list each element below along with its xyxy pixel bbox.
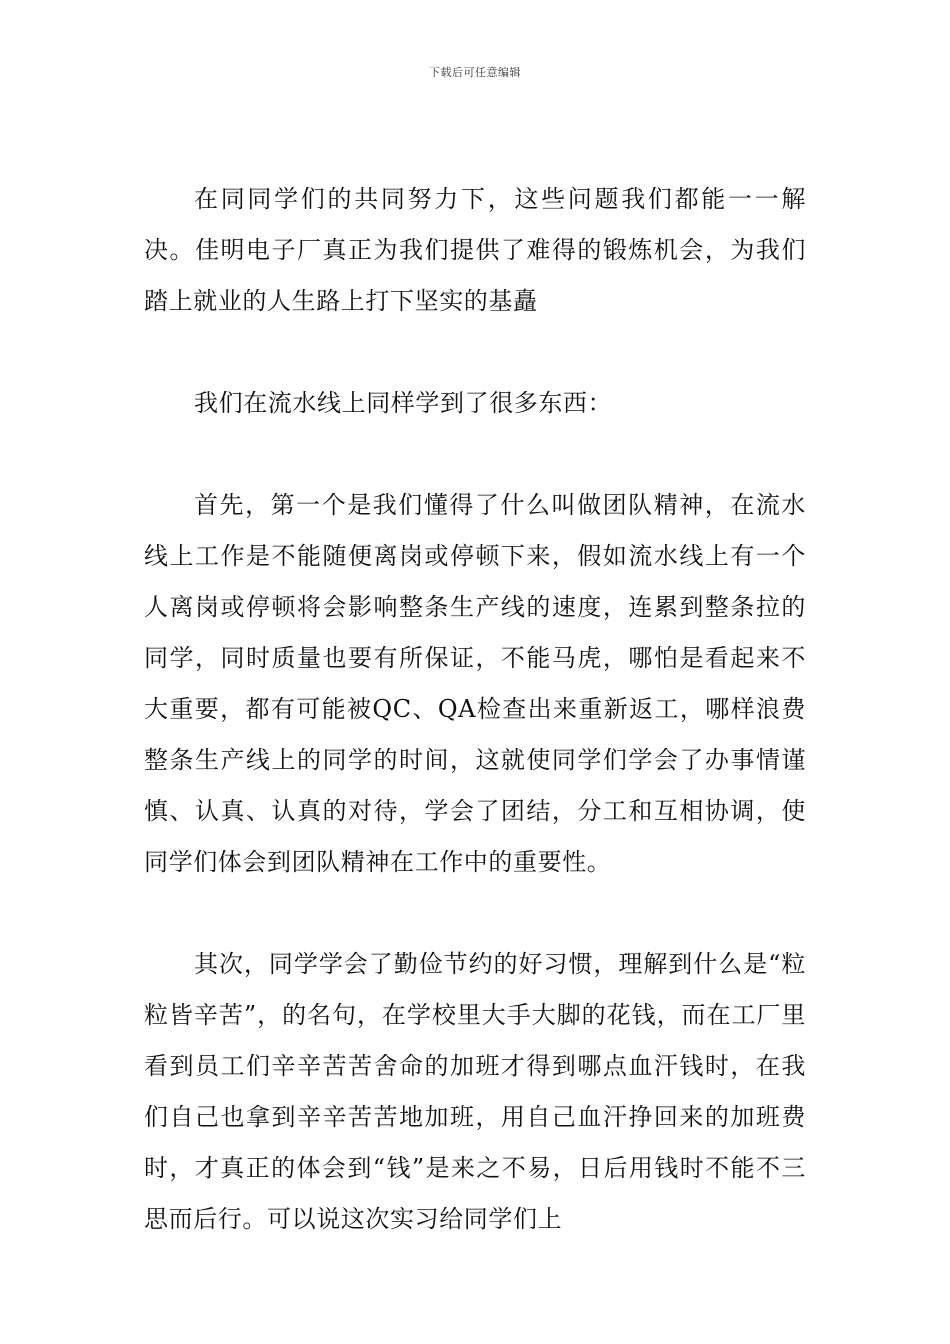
paragraph-1: 在同同学们的共同努力下，这些问题我们都能一一解决。佳明电子厂真正为我们提供了难得的锻炼机会，为我们踏上就业的人生路上打下坚实的基矗 [144,185,806,315]
paragraph-spacer [144,429,806,480]
paragraph-3: 首先，第一个是我们懂得了什么叫做团队精神，在流水线上工作是不能随便离岗或停顿下来，假如流水线上有一个人离岗或停顿将会影响整条生产线的速度，连累到整条拉的同学，同时质量也要有所保证，不能马虎，哪怕是看起来不大重要，都有可能被QC、QA检查出来重新返工，哪样浪费整条生产线上的同学的时间，这就使同学们学会了办事情谨慎、认真、认真的对待，学会了团结，分工和互相协调，使同学们体会到团队精神在工作中的重要性。 [144,491,806,876]
paragraph-2: 我们在流水线上同样学到了很多东西： [194,389,613,417]
paragraph-4: 其次，同学学会了勤俭节约的好习惯，理解到什么是“粒粒皆辛苦”，的名句，在学校里大手大脚的花钱，而在工厂里看到员工们辛辛苦苦舍命的加班才得到哪点血汗钱时，在我们自己也拿到辛辛苦苦地加班，用自己血汗挣回来的加班费时，才真正的体会到“钱”是来之不易，日后用钱时不能不三思而后行。可以说这次实习给同学们上 [144,950,806,1233]
page-header: 下载后可任意编辑 [429,66,521,79]
paragraph-spacer [144,327,806,378]
paragraph-spacer [144,888,806,939]
document-body [144,174,806,1245]
